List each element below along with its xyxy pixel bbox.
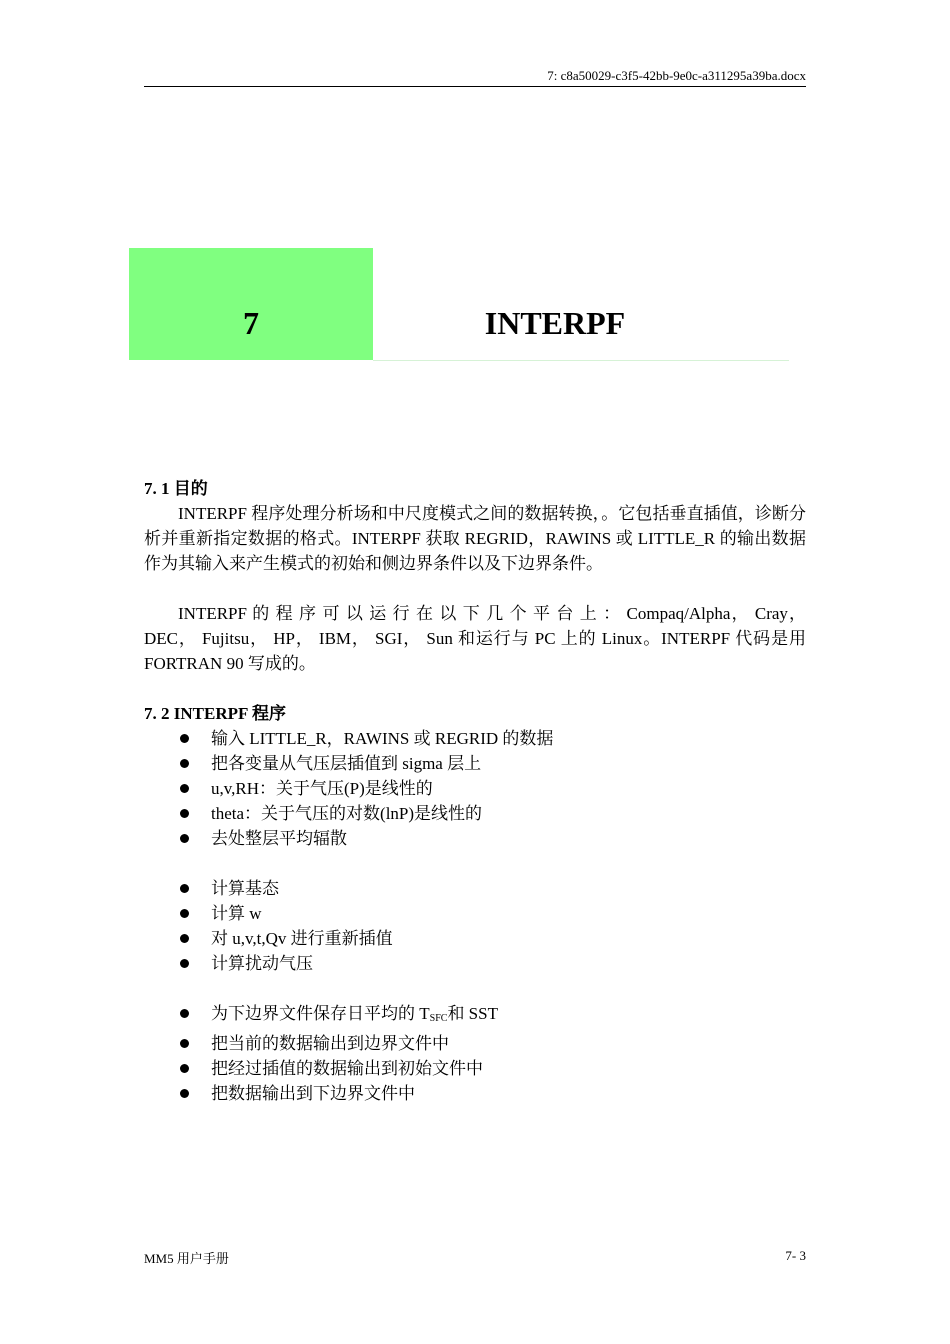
footer-page-number: 7- 3 xyxy=(785,1248,806,1263)
bullet-icon xyxy=(180,784,189,793)
list-item: 计算基态 xyxy=(144,876,806,901)
list-item: 把当前的数据输出到边界文件中 xyxy=(144,1031,806,1056)
bullet-list-compute-steps xyxy=(144,876,806,976)
spacer xyxy=(144,851,806,876)
bullet-icon xyxy=(180,1064,189,1073)
section-heading-purpose: 7. 1 目的 xyxy=(144,479,208,498)
list-item: 把各变量从气压层插值到 sigma 层上 xyxy=(144,751,806,776)
list-item: 对 u,v,t,Qv 进行重新插值 xyxy=(144,926,806,951)
spacer xyxy=(144,976,806,1001)
chapter-number: 7 xyxy=(243,305,259,341)
header-document-name: 7: c8a50029-c3f5-42bb-9e0c-a311295a39ba.docx xyxy=(547,68,806,83)
list-item: u,v,RH：关于气压(P)是线性的 xyxy=(144,776,806,801)
main-content xyxy=(144,476,806,1106)
list-item: 把数据输出到下边界文件中 xyxy=(144,1081,806,1106)
chapter-number-box xyxy=(129,248,373,360)
bullet-icon xyxy=(180,884,189,893)
bullet-icon xyxy=(180,959,189,968)
list-item: 把经过插值的数据输出到初始文件中 xyxy=(144,1056,806,1081)
bullet-icon xyxy=(180,1089,189,1098)
bullet-icon xyxy=(180,834,189,843)
purpose-paragraph: INTERPF 程序处理分析场和中尺度模式之间的数据转换，。它包括垂直插值，诊断分析并重新指定数据的格式。INTERPF 获取 REGRID，RAWINS 或 LITTLE_R 的输出数据作为其输入来产生模式的初始和侧边界条件以及下边界条件。 xyxy=(144,504,806,573)
bullet-list-output-steps xyxy=(144,1001,806,1106)
section-heading-program: 7. 2 INTERPF 程序 xyxy=(144,704,286,723)
bullet-icon xyxy=(180,809,189,818)
list-item: 计算扰动气压 xyxy=(144,951,806,976)
bullet-icon xyxy=(180,1039,189,1048)
chapter-title-underline xyxy=(373,360,789,361)
header-rule xyxy=(144,86,806,87)
platforms-paragraph: INTERPF 的 程 序 可 以 运 行 在 以 下 几 个 平 台 上 ： Compaq/Alpha， Cray， DEC， Fujitsu， HP， IBM， SGI， Sun 和运行与 PC 上的 Linux。INTERPF 代码是用 FORTRAN 90 写成的。 xyxy=(144,604,807,673)
bullet-list-input-steps xyxy=(144,726,806,851)
bullet-icon xyxy=(180,759,189,768)
subscript-sfc: SFC xyxy=(429,1013,448,1024)
list-item: 去处整层平均辐散 xyxy=(144,826,806,851)
footer-manual-title: MM5 用户手册 xyxy=(144,1251,229,1266)
list-item: 计算 w xyxy=(144,901,806,926)
list-item: theta：关于气压的对数(lnP)是线性的 xyxy=(144,801,806,826)
list-item: 输入 LITTLE_R，RAWINS 或 REGRID 的数据 xyxy=(144,726,806,751)
bullet-icon xyxy=(180,1009,189,1018)
spacer xyxy=(144,576,806,601)
bullet-icon xyxy=(180,909,189,918)
chapter-title: INTERPF xyxy=(484,305,626,341)
spacer xyxy=(144,676,806,701)
bullet-icon xyxy=(180,734,189,743)
list-item: 为下边界文件保存日平均的 $T_{SFC}$和 SST xyxy=(144,1001,806,1031)
bullet-icon xyxy=(180,934,189,943)
